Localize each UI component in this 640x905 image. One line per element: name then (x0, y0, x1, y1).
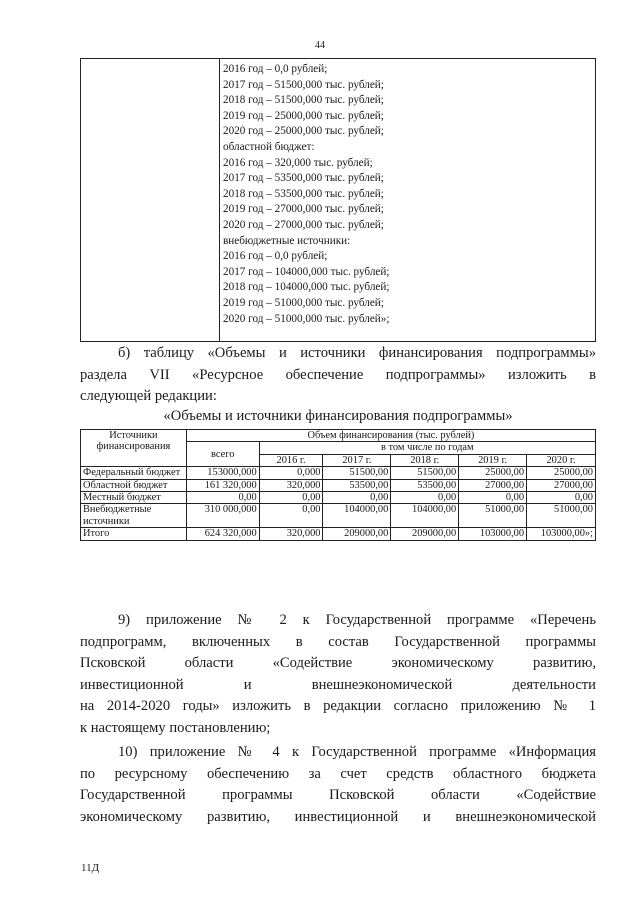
cell-value: 103000,00»; (527, 528, 596, 540)
table-row (81, 479, 596, 491)
text-line: Государственной программы Псковской области «Содействие (80, 787, 596, 803)
cell-value: 0,00 (459, 492, 527, 504)
funding-line: внебюджетные источники: (223, 234, 351, 247)
cell-value: 51500,00 (323, 467, 391, 479)
text-line: к настоящему постановлению; (80, 719, 271, 736)
header-source: Источники финансирования (81, 430, 187, 467)
cell-value: 25000,00 (459, 467, 527, 479)
cell-value: 103000,00 (459, 528, 527, 540)
funding-line: 2016 год – 0,0 рублей; (223, 63, 328, 75)
cell-value: 310 000,000 (186, 504, 259, 528)
cell-value: 0,00 (259, 504, 323, 528)
funding-line: 2017 год – 104000,000 тыс. рублей; (223, 265, 390, 278)
cell-value: 161 320,000 (186, 479, 259, 491)
column-divider (219, 59, 220, 341)
cell-value: 0,00 (527, 492, 596, 504)
text-line: экономическому развитию, инвестиционной и внешнеэкономической (80, 808, 596, 825)
text-line: на 2014-2020 годы» изложить в редакции согласно приложению № 1 (80, 698, 596, 714)
funding-line: 2020 год – 25000,000 тыс. рублей; (223, 125, 384, 138)
cell-value: 0,00 (391, 492, 459, 504)
funding-line: 2019 год – 51000,000 тыс. рублей; (223, 296, 384, 309)
cell-value: 320,000 (259, 528, 323, 540)
text-line: инвестиционной и внешнеэкономической деятельности (80, 676, 596, 693)
funding-lines (223, 62, 389, 327)
funding-line: 2020 год – 51000,000 тыс. рублей»; (223, 312, 390, 325)
funding-line: 2019 год – 25000,000 тыс. рублей; (223, 109, 384, 122)
funding-line: областной бюджет: (223, 140, 315, 153)
cell-value: 53500,00 (323, 479, 391, 491)
cell-value: 51500,00 (391, 467, 459, 479)
funding-line: 2016 год – 0,0 рублей; (223, 250, 328, 263)
header-year: 2018 г. (391, 454, 459, 466)
funding-line: 2017 год – 53500,000 тыс. рублей; (223, 172, 384, 185)
text-line: по ресурсному обеспечению за счет средств областного бюджета (80, 765, 596, 782)
cell-value: 0,000 (259, 467, 323, 479)
text-line: следующей редакции: (80, 388, 217, 404)
funding-line: 2018 год – 104000,000 тыс. рублей; (223, 281, 390, 294)
header-volume: Объем финансирования (тыс. рублей) (186, 430, 595, 442)
table-row (81, 504, 596, 528)
cell-value: 153000,000 (186, 467, 259, 479)
cell-value: 51000,00 (527, 504, 596, 528)
header-year: 2020 г. (527, 454, 596, 466)
cell-value: 0,00 (323, 492, 391, 504)
funding-line: 2020 год – 27000,000 тыс. рублей; (223, 218, 384, 231)
paragraph-10 (80, 742, 596, 828)
header-total: всего (186, 442, 259, 467)
cell-value: 53500,00 (391, 479, 459, 491)
cell-value: 320,000 (259, 479, 323, 491)
cell-value: 27000,00 (527, 479, 596, 491)
cell-value: 51000,00 (459, 504, 527, 528)
page-number: 44 (315, 40, 325, 51)
row-label: Местный бюджет (81, 492, 187, 504)
text-line: 10) приложение № 4 к Государственной программе «Информация (118, 744, 596, 760)
cell-value: 104000,00 (391, 504, 459, 528)
header-year: 2019 г. (459, 454, 527, 466)
funding-line: 2018 год – 51500,000 тыс. рублей; (223, 94, 384, 107)
text-line: б) таблицу «Объемы и источники финансирования подпрограммы» (118, 345, 596, 361)
text-line: Псковской области «Содействие экономическому развитию, (80, 655, 596, 671)
text-line: подпрограмм, включенных в состав Государственной программы (80, 633, 596, 650)
table-row (81, 467, 596, 479)
header-by-years: в том числе по годам (259, 442, 595, 454)
paragraph-9 (80, 610, 596, 739)
text-line: раздела VII «Ресурсное обеспечение подпрограммы» изложить в (80, 366, 596, 383)
footer-code: 11Д (81, 862, 100, 874)
funding-line: 2017 год – 51500,000 тыс. рублей; (223, 78, 384, 91)
cell-value: 0,00 (186, 492, 259, 504)
cell-value: 25000,00 (527, 467, 596, 479)
cell-value: 0,00 (259, 492, 323, 504)
paragraph-b (80, 343, 596, 408)
table-row-total (81, 528, 596, 540)
row-label: Федеральный бюджет (81, 467, 187, 479)
cell-value: 104000,00 (323, 504, 391, 528)
text-line: 9) приложение № 2 к Государственной программе «Перечень (118, 612, 596, 628)
continuation-table (80, 58, 596, 342)
table-row (81, 492, 596, 504)
table-title: «Объемы и источники финансирования подпрограммы» (163, 408, 513, 424)
financing-table (80, 429, 596, 541)
cell-value: 209000,00 (391, 528, 459, 540)
cell-value: 27000,00 (459, 479, 527, 491)
cell-value: 209000,00 (323, 528, 391, 540)
cell-value: 624 320,000 (186, 528, 259, 540)
funding-line: 2016 год – 320,000 тыс. рублей; (223, 156, 373, 169)
funding-line: 2019 год – 27000,000 тыс. рублей; (223, 203, 384, 216)
header-year: 2016 г. (259, 454, 323, 466)
funding-line: 2018 год – 53500,000 тыс. рублей; (223, 187, 384, 200)
row-label: Внебюджетные источники (81, 504, 187, 528)
row-label: Областной бюджет (81, 479, 187, 491)
row-label: Итого (81, 528, 187, 540)
header-year: 2017 г. (323, 454, 391, 466)
